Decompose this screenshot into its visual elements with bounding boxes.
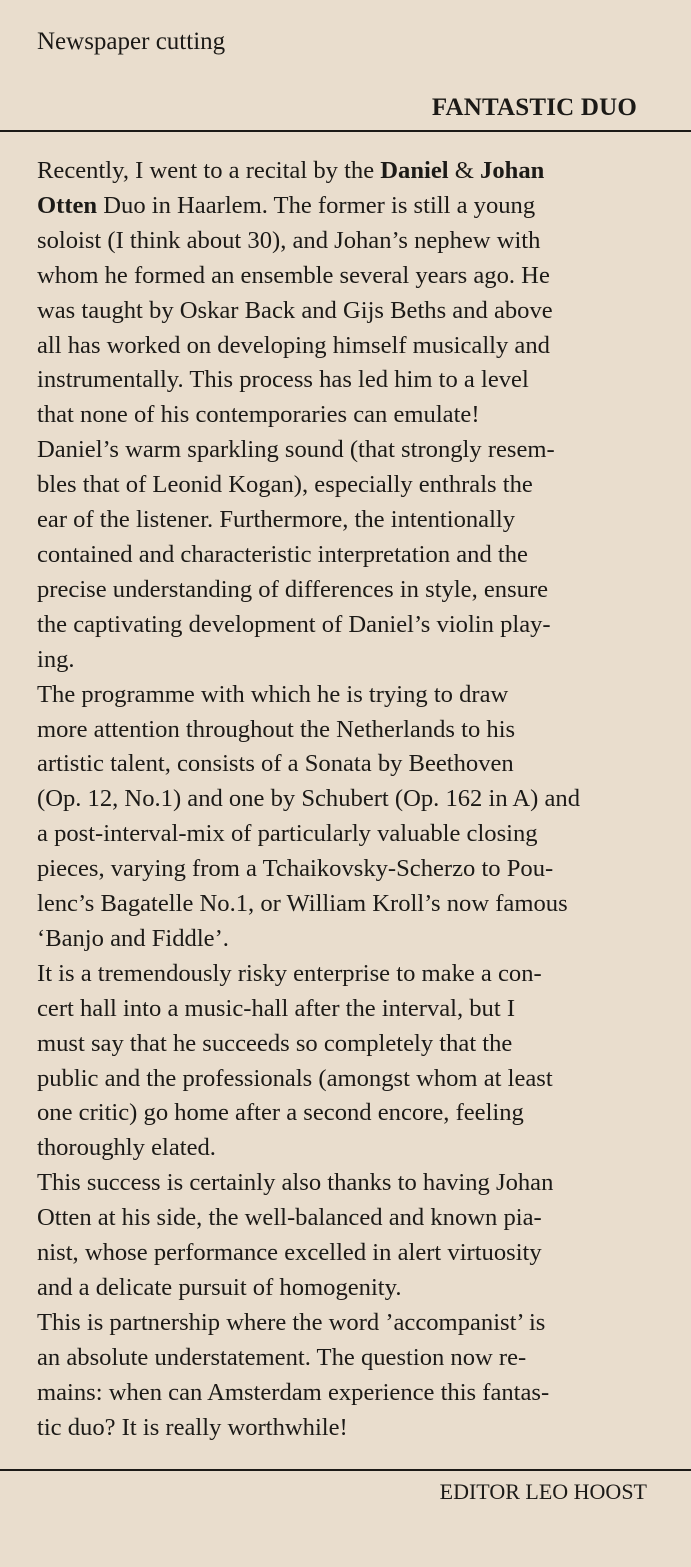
article-line: bles that of Leonid Kogan), especially enthrals the bbox=[37, 471, 533, 499]
article-line: instrumentally. This process has led him to a level bbox=[37, 366, 529, 394]
name-daniel: Daniel bbox=[380, 157, 449, 184]
name-johan: Johan bbox=[480, 157, 545, 184]
article-line bbox=[37, 189, 667, 224]
headline: FANTASTIC DUO bbox=[431, 94, 637, 121]
article-line: nist, whose performance excelled in alert virtuosity bbox=[37, 1239, 542, 1267]
article-line: was taught by Oskar Back and Gijs Beths and above bbox=[37, 296, 553, 324]
article-line: soloist (I think about 30), and Johan’s nephew with bbox=[37, 226, 541, 254]
article-line: mains: when can Amsterdam experience this fantas- bbox=[37, 1378, 550, 1406]
article-line: It is a tremendously risky enterprise to make a con- bbox=[37, 959, 542, 987]
article-line: cert hall into a music-hall after the interval, but I bbox=[37, 994, 516, 1022]
article-line: This is partnership where the word ’accompanist’ is bbox=[37, 1308, 546, 1336]
article-line: lenc’s Bagatelle No.1, or William Kroll’s now famous bbox=[37, 890, 568, 918]
article-line: that none of his contemporaries can emulate! bbox=[37, 401, 480, 429]
article-line: and a delicate pursuit of homogenity. bbox=[37, 1274, 402, 1301]
article-line: Otten at his side, the well-balanced and known pia- bbox=[37, 1204, 542, 1232]
article-line: all has worked on developing himself musically and bbox=[37, 331, 550, 359]
signature: EDITOR LEO HOOST bbox=[439, 1479, 647, 1504]
article-line: ‘Banjo and Fiddle’. bbox=[37, 924, 229, 952]
article-line: The programme with which he is trying to draw bbox=[37, 680, 509, 708]
bottom-divider bbox=[0, 1469, 691, 1471]
article-lines bbox=[37, 224, 667, 1446]
article-text: Duo in Haarlem. The former is still a young bbox=[97, 191, 536, 219]
article-line: ear of the listener. Furthermore, the intentionally bbox=[37, 506, 516, 534]
article-line: artistic talent, consists of a Sonata by Beethoven bbox=[37, 750, 514, 778]
article-line: pieces, varying from a Tchaikovsky-Scherzo to Pou- bbox=[37, 855, 554, 883]
article-line: a post-interval-mix of particularly valuable closing bbox=[37, 820, 538, 848]
article-line: This success is certainly also thanks to having Johan bbox=[37, 1169, 554, 1197]
article-line: precise understanding of differences in style, ensure bbox=[37, 575, 549, 603]
article-line: must say that he succeeds so completely that the bbox=[37, 1029, 513, 1057]
article-line: thoroughly elated. bbox=[37, 1134, 216, 1162]
source-label: Newspaper cutting bbox=[37, 28, 226, 55]
article-line: ing. bbox=[37, 645, 75, 673]
article-body bbox=[37, 154, 667, 1446]
article-line: more attention throughout the Netherlands to his bbox=[37, 715, 516, 743]
article-line: contained and characteristic interpretation and the bbox=[37, 540, 528, 568]
article-line: public and the professionals (amongst whom at least bbox=[37, 1064, 553, 1092]
article-line: one critic) go home after a second encore, feeling bbox=[37, 1099, 524, 1127]
article-line: whom he formed an ensemble several years ago. He bbox=[37, 261, 550, 289]
article-text: Recently, I went to a recital by the bbox=[37, 157, 381, 184]
ampersand: & bbox=[448, 157, 481, 184]
article-line: tic duo? It is really worthwhile! bbox=[37, 1413, 348, 1441]
article-line: Daniel’s warm sparkling sound (that strongly resem- bbox=[37, 436, 555, 464]
article-line: (Op. 12, No.1) and one by Schubert (Op. 162 in A) and bbox=[37, 785, 581, 813]
article-line bbox=[37, 154, 667, 189]
top-divider bbox=[0, 130, 691, 132]
article-line: the captivating development of Daniel’s violin play- bbox=[37, 610, 551, 638]
article-line: an absolute understatement. The question now re- bbox=[37, 1343, 527, 1371]
name-otten: Otten bbox=[37, 191, 98, 219]
